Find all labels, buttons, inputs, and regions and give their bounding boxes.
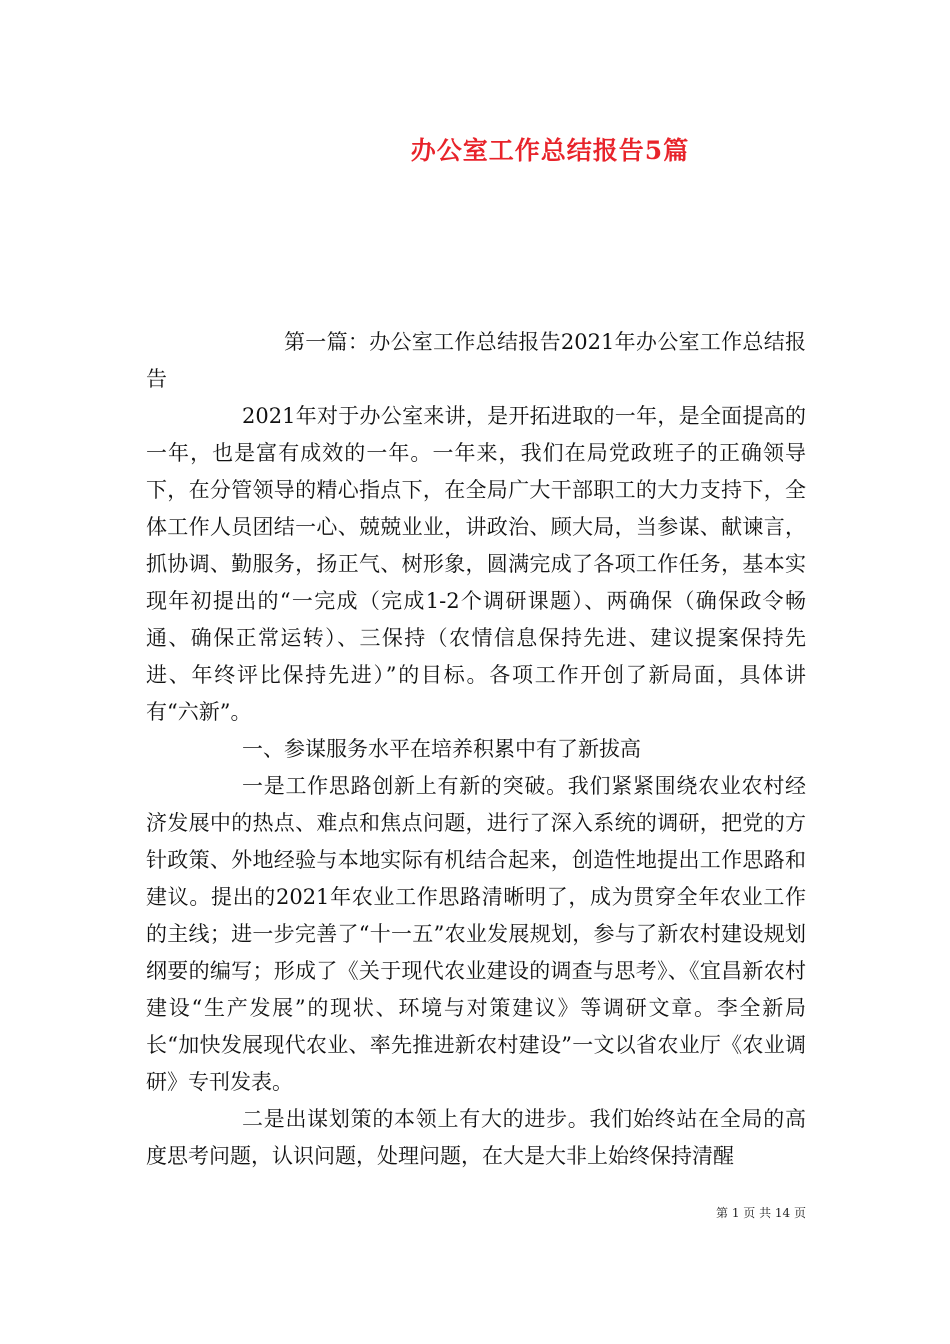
body-paragraph: 2021年对于办公室来讲，是开拓进取的一年，是全面提高的一年，也是富有成效的一年。一年来，我们在局党政班子的正确领导下，在分管领导的精心指点下，在全局广大干部职工的大力支持下，全体工作人员团结一心、兢兢业业，讲政治、顾大局，当参谋、献谏言，抓协调、勤服务，扬正气、树形象，圆满完成了各项工作任务，基本实现年初提出的“一完成（完成1-2个调研课题）、两确保（确保政令畅通、确保正常运转）、三保持（农情信息保持先进、建议提案保持先进、年终评比保持先进）”的目标。各项工作开创了新局面，具体讲有“六新”。 <box>146 404 806 724</box>
page-title: 办公室工作总结报告5篇 <box>410 136 690 165</box>
document-body <box>146 324 806 1175</box>
subsection-heading: 一、参谋服务水平在培养积累中有了新拔高 <box>242 737 641 761</box>
page-number-footer: 第 1 页 共 14 页 <box>716 1206 806 1220</box>
section-heading: 第一篇：办公室工作总结报告2021年办公室工作总结报告 <box>146 330 806 391</box>
body-paragraph: 二是出谋划策的本领上有大的进步。我们始终站在全局的高度思考问题，认识问题，处理问题，在大是大非上始终保持清醒 <box>146 1107 806 1168</box>
body-paragraph: 一是工作思路创新上有新的突破。我们紧紧围绕农业农村经济发展中的热点、难点和焦点问题，进行了深入系统的调研，把党的方针政策、外地经验与本地实际有机结合起来，创造性地提出工作思路和建议。提出的2021年农业工作思路清晰明了，成为贯穿全年农业工作的主线；进一步完善了“十一五”农业发展规划，参与了新农村建设规划纲要的编写；形成了《关于现代农业建设的调查与思考》、《宜昌新农村建设“生产发展”的现状、环境与对策建议》等调研文章。李全新局长“加快发展现代农业、率先推进新农村建设”一文以省农业厅《农业调研》专刊发表。 <box>146 774 806 1094</box>
